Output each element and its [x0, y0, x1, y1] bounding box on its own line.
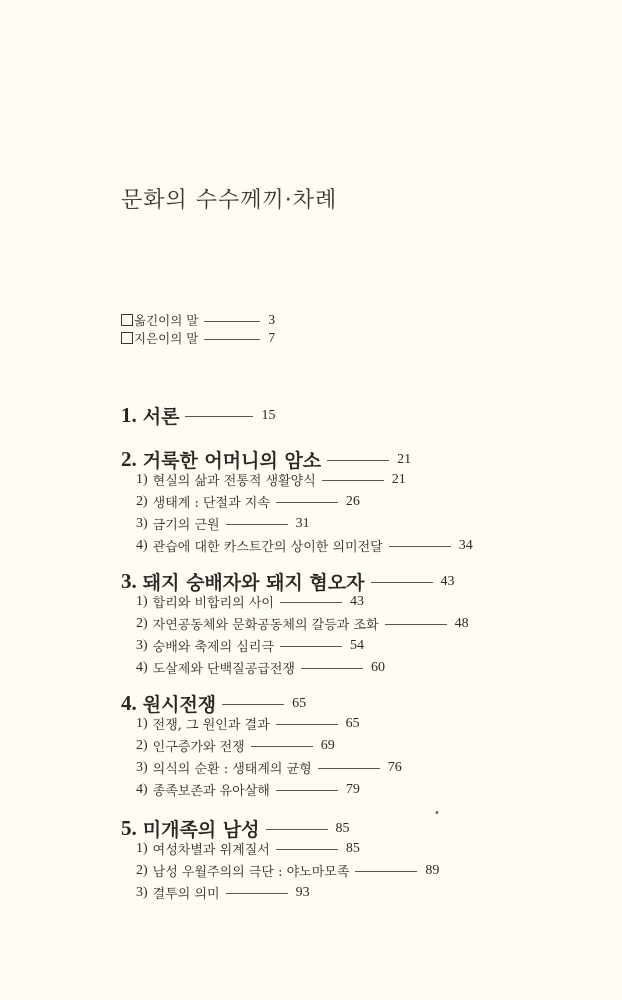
section-page-number: 76 [387, 759, 402, 775]
section-title: 남성 우월주의의 극단 : 야노마모족 [152, 865, 350, 880]
section-page-number: 85 [345, 840, 360, 856]
section-index: 4) [136, 537, 148, 553]
toc-section-4-2[interactable] [136, 736, 335, 755]
square-bullet-icon [121, 314, 133, 326]
section-title: 도살제와 단백질공급전쟁 [152, 662, 295, 677]
chapter-page-number: 43 [440, 573, 455, 589]
toc-section-3-3[interactable] [136, 636, 364, 655]
section-title: 숭배와 축제의 심리극 [152, 640, 274, 655]
leader-line [280, 602, 342, 603]
chapter-number: 4. [121, 691, 137, 715]
toc-section-5-2[interactable] [136, 861, 439, 880]
chapter-number: 3. [121, 569, 137, 593]
toc-label: 지은이의 말 [134, 331, 199, 346]
toc-section-2-3[interactable] [136, 514, 310, 533]
section-index: 4) [136, 659, 148, 675]
leader-line [327, 460, 389, 461]
leader-line [276, 724, 338, 725]
section-page-number: 69 [320, 737, 335, 753]
leader-line [355, 871, 417, 872]
chapter-title: 서론 [142, 406, 180, 428]
section-title: 여성차별과 위계질서 [152, 843, 270, 858]
leader-line [322, 480, 384, 481]
section-index: 2) [136, 615, 148, 631]
leader-line [318, 768, 380, 769]
chapter-page-number: 21 [397, 451, 412, 467]
toc-section-2-1[interactable] [136, 470, 406, 489]
section-title: 의식의 순환 : 생태계의 균형 [152, 762, 312, 777]
toc-chapter-1[interactable] [121, 402, 275, 429]
toc-section-2-2[interactable] [136, 492, 360, 511]
toc-section-5-1[interactable] [136, 839, 360, 858]
toc-chapter-2[interactable] [121, 446, 411, 473]
section-index: 1) [136, 840, 148, 856]
toc-section-4-1[interactable] [136, 714, 360, 733]
chapter-title: 미개족의 남성 [142, 819, 260, 841]
section-index: 2) [136, 862, 148, 878]
section-index: 3) [136, 515, 148, 531]
section-page-number: 89 [425, 862, 440, 878]
toc-prelude-author-note[interactable] [121, 329, 275, 347]
page-title: 문화의 수수께끼·차례 [121, 187, 338, 213]
section-page-number: 31 [295, 515, 310, 531]
section-index: 2) [136, 493, 148, 509]
section-index: 2) [136, 737, 148, 753]
section-title: 금기의 근원 [152, 518, 220, 533]
section-page-number: 65 [345, 715, 360, 731]
section-title: 전쟁, 그 원인과 결과 [152, 718, 270, 733]
section-page-number: 34 [458, 537, 473, 553]
section-page-number: 60 [370, 659, 385, 675]
leader-line [389, 546, 451, 547]
toc-section-5-3[interactable] [136, 883, 310, 902]
leader-line [276, 849, 338, 850]
section-title: 자연공동체와 문화공동체의 갈등과 조화 [152, 618, 379, 633]
toc-section-4-4[interactable] [136, 780, 360, 799]
toc-prelude-translator-note[interactable] [121, 311, 275, 329]
leader-line [385, 624, 447, 625]
section-page-number: 48 [454, 615, 469, 631]
toc-section-3-4[interactable] [136, 658, 385, 677]
section-page-number: 79 [345, 781, 360, 797]
chapter-title: 돼지 숭배자와 돼지 혐오자 [142, 572, 365, 594]
toc-section-4-3[interactable] [136, 758, 402, 777]
section-title: 현실의 삶과 전통적 생활양식 [152, 474, 316, 489]
section-title: 관습에 대한 카스트간의 상이한 의미전달 [152, 540, 383, 555]
section-title: 결투의 의미 [152, 887, 220, 902]
leader-line [280, 646, 342, 647]
toc-section-2-4[interactable] [136, 536, 473, 555]
section-title: 생태계 : 단절과 지속 [152, 496, 270, 511]
section-title: 인구증가와 전쟁 [152, 740, 245, 755]
leader-line [226, 524, 288, 525]
toc-section-3-1[interactable] [136, 592, 364, 611]
leader-line [222, 704, 284, 705]
section-index: 1) [136, 593, 148, 609]
leader-line [266, 829, 328, 830]
leader-line [301, 668, 363, 669]
section-title: 종족보존과 유아살해 [152, 784, 270, 799]
section-index: 3) [136, 884, 148, 900]
leader-line [251, 746, 313, 747]
chapter-number: 1. [121, 403, 137, 427]
section-page-number: 26 [345, 493, 360, 509]
toc-chapter-4[interactable] [121, 690, 306, 717]
section-index: 3) [136, 759, 148, 775]
leader-line [371, 582, 433, 583]
toc-chapter-5[interactable] [121, 815, 350, 842]
leader-line [226, 893, 288, 894]
print-speck [435, 811, 438, 815]
chapter-page-number: 15 [261, 407, 276, 423]
toc-label: 옮긴이의 말 [134, 313, 199, 328]
section-title: 합리와 비합리의 사이 [152, 596, 274, 611]
chapter-page-number: 65 [292, 695, 307, 711]
chapter-title: 거룩한 어머니의 암소 [142, 450, 322, 472]
toc-page-number: 7 [268, 330, 276, 345]
chapter-title: 원시전쟁 [142, 694, 217, 716]
section-index: 1) [136, 471, 148, 487]
leader-line [276, 502, 338, 503]
section-index: 1) [136, 715, 148, 731]
leader-line [204, 339, 260, 340]
toc-chapter-3[interactable] [121, 568, 455, 595]
square-bullet-icon [121, 332, 133, 344]
chapter-page-number: 85 [335, 820, 350, 836]
section-page-number: 54 [349, 637, 364, 653]
section-page-number: 43 [349, 593, 364, 609]
toc-page-number: 3 [268, 312, 276, 327]
chapter-number: 5. [121, 816, 137, 840]
toc-section-3-2[interactable] [136, 614, 469, 633]
leader-line [204, 321, 260, 322]
leader-line [185, 416, 253, 417]
section-page-number: 21 [391, 471, 406, 487]
section-index: 4) [136, 781, 148, 797]
section-page-number: 93 [295, 884, 310, 900]
section-index: 3) [136, 637, 148, 653]
chapter-number: 2. [121, 447, 137, 471]
leader-line [276, 790, 338, 791]
